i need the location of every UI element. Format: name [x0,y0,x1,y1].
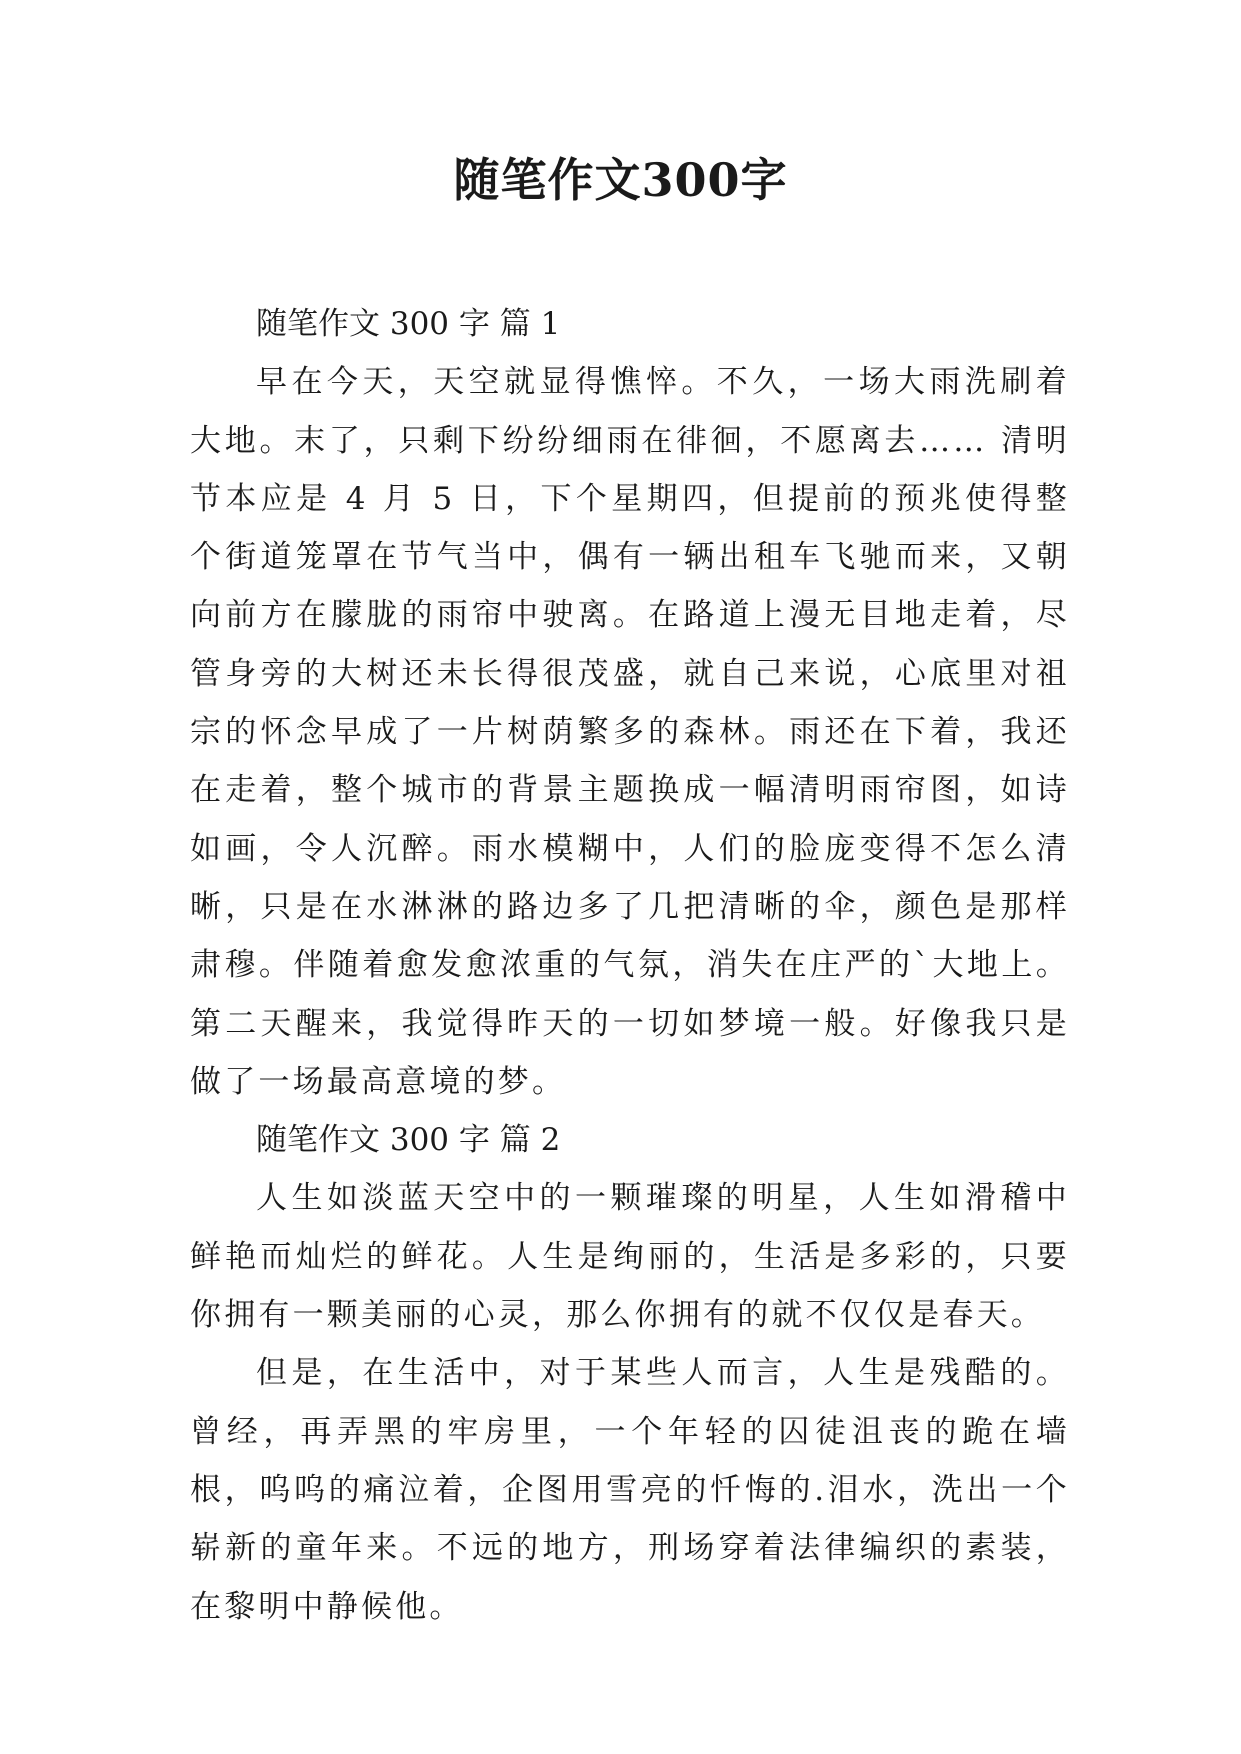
document-title: 随笔作文300字 [453,153,788,207]
paragraph: 人生如淡蓝天空中的一颗璀璨的明星，人生如滑稽中鲜艳而灿烂的鲜花。人生是绚丽的，生活是多彩的，只要你拥有一颗美丽的心灵，那么你拥有的就不仅仅是春天。 [190,1180,1070,1334]
section-heading: 随笔作文 300 字 篇 1 [256,306,561,342]
essay-section-1 [190,295,1070,1111]
paragraph: 但是，在生活中，对于某些人而言，人生是残酷的。曾经，再弄黑的牢房里，一个年轻的囚徒沮丧的跪在墙根，呜呜的痛泣着，企图用雪亮的忏悔的.泪水，洗出一个崭新的童年来。不远的地方，刑场穿着法律编织的素装，在黎明中静候他。 [190,1355,1070,1625]
paragraph: 早在今天，天空就显得憔悴。不久，一场大雨洗刷着大地。末了，只剩下纷纷细雨在徘徊，不愿离去…… 清明节本应是 4 月 5 日，下个星期四，但提前的预兆使得整个街道笼罩在节气当中，偶有一辆出租车飞驰而来，又朝向前方在朦胧的雨帘中驶离。在路道上漫无目地走着，尽管身旁的大树还未长得很茂盛，就自己来说，心底里对祖宗的怀念早成了一片树荫繁多的森林。雨还在下着，我还在走着，整个城市的背景主题换成一幅清明雨帘图，如诗如画，令人沉醉。雨水模糊中，人们的脸庞变得不怎么清晰，只是在水淋淋的路边多了几把清晰的伞，颜色是那样肃穆。伴随着愈发愈浓重的气氛，消失在庄严的`大地上。 第二天醒来，我觉得昨天的一切如梦境一般。好像我只是做了一场最高意境的梦。 [190,364,1070,1100]
essay-section-2 [190,1111,1070,1636]
section-heading: 随笔作文 300 字 篇 2 [256,1122,561,1159]
document-body [190,295,1070,1636]
